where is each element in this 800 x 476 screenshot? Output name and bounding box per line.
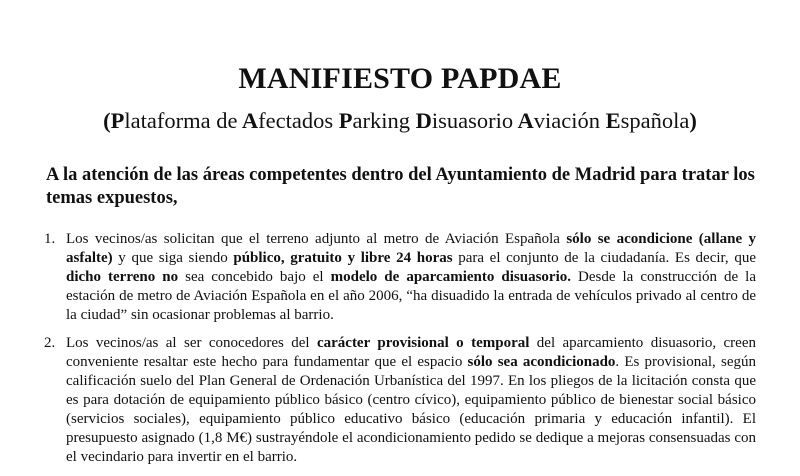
subtitle-word — [339, 108, 410, 133]
list-item-text — [66, 230, 756, 325]
body-text: para el conjunto de la ciudadanía. Es decir, que — [452, 250, 756, 266]
subtitle-initial: P — [110, 108, 125, 133]
body-text: Desde la construcción de la estación de metro de Aviación Española en el año 2006, “ha disuadido la entrada de vehículos privado al centro de la ciudad” sin ocasionar problemas al barrio. — [66, 269, 756, 323]
numbered-list — [0, 230, 800, 476]
document-subtitle — [0, 108, 800, 134]
subtitle-words — [111, 108, 690, 133]
list-item-number: 1. — [44, 231, 56, 247]
subtitle-word — [606, 108, 690, 133]
subtitle-word — [111, 108, 211, 133]
subtitle-open-paren: ( — [103, 108, 111, 133]
subtitle-word-rest: arking — [352, 108, 410, 133]
list-item-number: 2. — [44, 335, 56, 351]
emphasis-text: sólo sea acondicionado — [467, 354, 616, 370]
subtitle-word-rest: isuasorio — [431, 108, 514, 133]
list-item — [0, 230, 800, 325]
subtitle-initial: E — [605, 108, 621, 133]
document-title: MANIFIESTO PAPDAE — [238, 62, 562, 95]
emphasis-text: sólo se acondicione (allane y asfalte) — [66, 231, 756, 266]
subtitle-initial: D — [415, 108, 432, 133]
subtitle-word — [416, 108, 514, 133]
body-text: Los vecinos/as al ser conocedores del — [66, 335, 317, 351]
emphasis-text: carácter provisional o temporal — [316, 335, 530, 351]
subtitle-word — [216, 108, 237, 133]
subtitle-word-rest: viación — [533, 108, 600, 133]
body-text: Los vecinos/as solicitan que el terreno adjunto al metro de Aviación Española — [66, 231, 567, 247]
subtitle-initial: A — [241, 108, 259, 133]
subtitle-word — [517, 108, 599, 133]
subtitle-initial: A — [517, 108, 534, 133]
body-text: . Es provisional, según calificación suelo del Plan General de Ordenación Urbanística del 1997. En los pliegos de la licitación consta que es para dotación de equipamiento público básico (centro cívico), equipamiento público de bienestar social básico (servicios sociales), equipamiento público educativo básico (educación primaria y educación infantil). El presupuesto asignado (1,8 M€) sustrayéndole el acondicionamiento pedido se dedique a mejoras consensuadas con el vecindario para invertir en el barrio. — [66, 354, 756, 465]
emphasis-text: dicho terreno no — [66, 269, 179, 285]
addressee-paragraph: A la atención de las áreas competentes dentro del Ayuntamiento de Madrid para tratar los temas expuestos, — [46, 165, 755, 208]
body-text: y que siga siendo — [112, 250, 234, 266]
subtitle-close-paren: ) — [689, 108, 697, 133]
list-item — [0, 334, 800, 467]
emphasis-text: modelo de aparcamiento disuasorio. — [330, 269, 571, 285]
subtitle-word-rest: fectados — [258, 108, 334, 133]
body-text: del aparcamiento disuasorio, creen conveniente resaltar este hecho para fundamentar que el espacio — [66, 335, 756, 370]
subtitle-word-rest: spañola — [620, 108, 690, 133]
emphasis-text: público, gratuito y libre 24 horas — [233, 250, 453, 266]
subtitle-word — [242, 108, 333, 133]
subtitle-word-rest: lataforma — [124, 108, 211, 133]
body-text: sea concebido bajo el — [178, 269, 331, 285]
subtitle-initial: P — [338, 108, 353, 133]
list-item-text — [66, 334, 756, 467]
subtitle-connector: de — [216, 108, 238, 133]
